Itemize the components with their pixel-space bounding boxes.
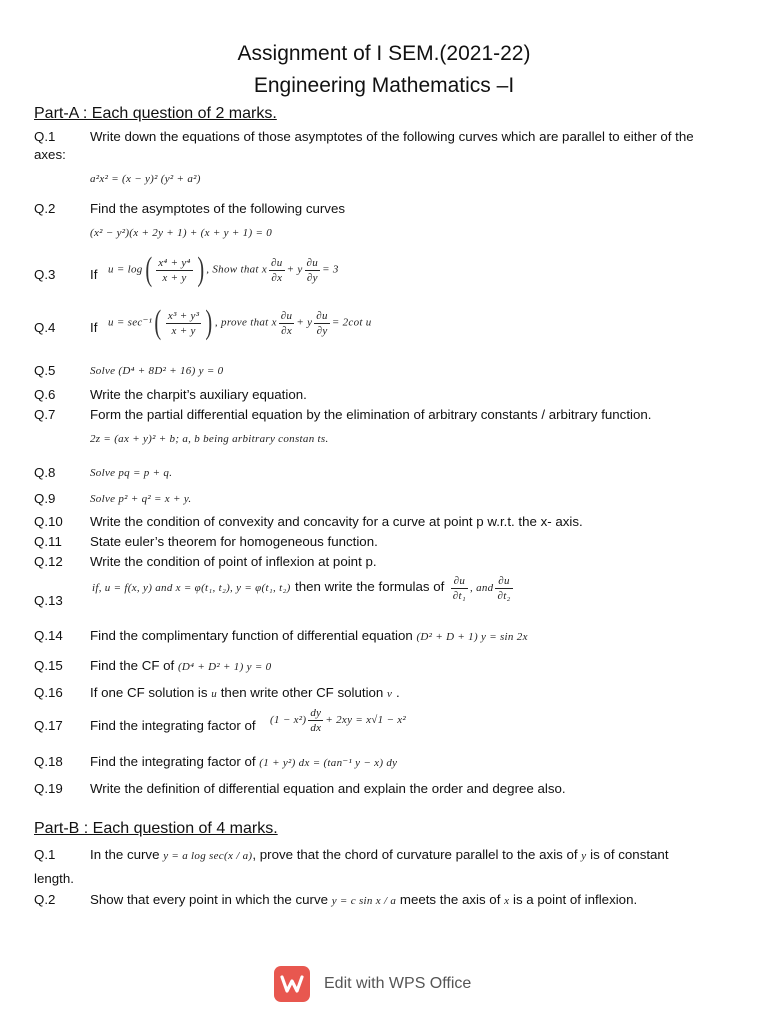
question-a17-equation — [270, 706, 406, 735]
question-text: Write the condition of convexity and concavity for a curve at point p w.r.t. the x- axis. — [90, 514, 583, 529]
numerator: ∂u — [271, 256, 283, 269]
numerator: x³ + y³ — [167, 309, 200, 322]
question-text: Form the partial differential equation by the elimination of arbitrary constants / arbitrary function. — [90, 407, 652, 422]
question-text: Write down the equations of those asymptotes of the following curves which are parallel to either of the — [90, 129, 694, 144]
question-number: Q.10 — [34, 514, 63, 529]
question-number: Q.11 — [34, 534, 62, 549]
derivative-fraction — [308, 706, 323, 735]
question-text: meets the axis of — [399, 892, 501, 907]
question-number: Q.8 — [34, 465, 56, 480]
question-text: Write the charpit’s auxiliary equation. — [90, 387, 307, 402]
question-number: Q.1 — [34, 847, 56, 862]
title-line-1: Assignment of I SEM.(2021-22) — [237, 42, 531, 65]
math-part: = 3 — [322, 263, 339, 276]
denominator: ∂t₂ — [497, 590, 511, 602]
question-text: Find the integrating factor of — [90, 718, 256, 733]
question-a1-cont: axes: — [34, 147, 66, 162]
math-part: u = log — [108, 263, 143, 276]
denominator: ∂y — [306, 271, 318, 284]
denominator: x + y — [171, 324, 196, 337]
question-text: If one CF solution is — [90, 685, 208, 700]
math-part: + y — [286, 263, 303, 276]
math-part: (1 − x²) — [270, 714, 307, 727]
partial-fraction — [305, 256, 321, 285]
denominator: ∂x — [271, 271, 283, 284]
fraction — [156, 256, 192, 285]
math-symbol: x — [504, 895, 510, 907]
right-paren: ) — [196, 251, 204, 288]
question-equation: (D² + D + 1) y = sin 2x — [416, 631, 528, 643]
wps-label: Edit with WPS Office — [324, 975, 472, 992]
edit-with-wps-button[interactable] — [274, 966, 514, 1006]
math-part: = 2cot u — [331, 316, 372, 329]
question-text: If — [90, 267, 98, 282]
question-text: then write the formulas of — [295, 579, 445, 595]
question-equation: if, u = f(x, y) and x = φ(t₁, t₂), y = φ(t₁, t₂) — [92, 582, 291, 595]
math-part: , and — [469, 582, 494, 595]
left-paren: ( — [154, 304, 162, 341]
question-text: Find the complimentary function of differential equation — [90, 628, 413, 643]
left-paren: ( — [144, 251, 152, 288]
wps-logo-icon — [274, 966, 310, 1002]
question-body — [90, 892, 637, 907]
right-paren: ) — [205, 304, 213, 341]
math-part: + y — [296, 316, 313, 329]
math-part: u = sec⁻¹ — [108, 316, 153, 329]
denominator: ∂y — [316, 324, 328, 337]
question-equation: Solve (D⁴ + 8D² + 16) y = 0 — [90, 365, 224, 377]
question-body — [90, 847, 669, 862]
math-symbol: y — [581, 850, 587, 862]
question-number: Q.15 — [34, 658, 63, 673]
question-text: Find the CF of — [90, 658, 175, 673]
partial-fraction — [495, 574, 512, 603]
question-text: is of constant — [590, 847, 669, 862]
denominator: dx — [310, 722, 322, 734]
question-number: Q.3 — [34, 267, 56, 282]
question-number: Q.1 — [34, 129, 56, 144]
question-number: Q.9 — [34, 491, 56, 506]
question-number: Q.5 — [34, 363, 56, 378]
question-number: Q.2 — [34, 201, 56, 216]
math-symbol: v — [387, 688, 393, 700]
question-number: Q.6 — [34, 387, 56, 402]
question-number: Q.13 — [34, 593, 63, 608]
question-text: , prove that the chord of curvature parallel to the axis of — [252, 847, 578, 862]
question-text: If — [90, 320, 98, 335]
question-number: Q.16 — [34, 685, 63, 700]
question-body — [90, 685, 400, 700]
numerator: ∂u — [316, 309, 328, 322]
partial-fraction — [314, 309, 330, 338]
question-number: Q.12 — [34, 554, 63, 569]
question-a13-body — [92, 574, 515, 603]
title-line-2: Engineering Mathematics –I — [253, 74, 515, 97]
question-text: State euler’s theorem for homogeneous function. — [90, 534, 378, 549]
question-equation: Solve pq = p + q. — [90, 467, 173, 479]
question-a3-equation — [108, 253, 339, 287]
question-number: Q.7 — [34, 407, 56, 422]
numerator: dy — [310, 707, 322, 719]
part-a-heading: Part-A : Each question of 2 marks. — [34, 105, 277, 122]
fraction — [166, 309, 201, 338]
part-b-heading: Part-B : Each question of 4 marks. — [34, 820, 278, 837]
question-text: Show that every point in which the curve — [90, 892, 328, 907]
question-text: is a point of inflexion. — [512, 892, 638, 907]
numerator: ∂u — [306, 256, 319, 269]
question-a1-equation: a²x² = (x − y)² (y² + a²) — [90, 173, 201, 185]
math-symbol: u — [211, 688, 218, 700]
question-a2-equation: (x² − y²)(x + 2y + 1) + (x + y + 1) = 0 — [90, 227, 273, 239]
question-equation: Solve p² + q² = x + y. — [90, 493, 192, 505]
denominator: x + y — [162, 271, 187, 284]
math-part: + 2xy = x√1 − x² — [325, 714, 407, 727]
question-text: then write other CF solution — [220, 685, 384, 700]
question-equation: (1 + y²) dx = (tan⁻¹ y − x) dy — [259, 757, 398, 769]
denominator: ∂x — [281, 324, 292, 337]
question-a7-equation: 2z = (ax + y)² + b; a, b being arbitrary constan ts. — [90, 433, 329, 445]
math-part: , prove that x — [214, 316, 277, 329]
question-b1-cont: length. — [34, 871, 74, 886]
question-equation: y = a log sec(x / a) — [163, 850, 253, 862]
partial-fraction — [269, 256, 285, 285]
question-text: Write the condition of point of inflexion at point p. — [90, 554, 377, 569]
question-a4-equation — [108, 306, 372, 340]
partial-fraction — [451, 574, 468, 603]
question-number: Q.2 — [34, 892, 56, 907]
punctuation: . — [395, 685, 400, 700]
question-body — [90, 628, 528, 643]
question-number: Q.17 — [34, 718, 63, 733]
question-text: Find the asymptotes of the following curves — [90, 201, 345, 216]
numerator: ∂u — [495, 574, 512, 589]
question-text: Find the integrating factor of — [90, 754, 256, 769]
numerator: x⁴ + y⁴ — [158, 256, 191, 269]
question-equation: y = c sin x / a — [331, 895, 397, 907]
question-number: Q.19 — [34, 781, 63, 796]
partial-fraction — [279, 309, 295, 338]
question-number: Q.14 — [34, 628, 63, 643]
question-equation: (D⁴ + D² + 1) y = 0 — [177, 661, 272, 673]
question-body — [90, 658, 271, 673]
numerator: ∂u — [280, 309, 293, 322]
question-body — [90, 754, 397, 769]
question-text: Write the definition of differential equation and explain the order and degree also. — [90, 781, 566, 796]
question-number: Q.4 — [34, 320, 56, 335]
math-part: , Show that x — [206, 263, 268, 276]
question-text: In the curve — [90, 847, 160, 862]
denominator: ∂t₁ — [452, 590, 466, 602]
question-number: Q.18 — [34, 754, 63, 769]
numerator: ∂u — [451, 574, 468, 589]
